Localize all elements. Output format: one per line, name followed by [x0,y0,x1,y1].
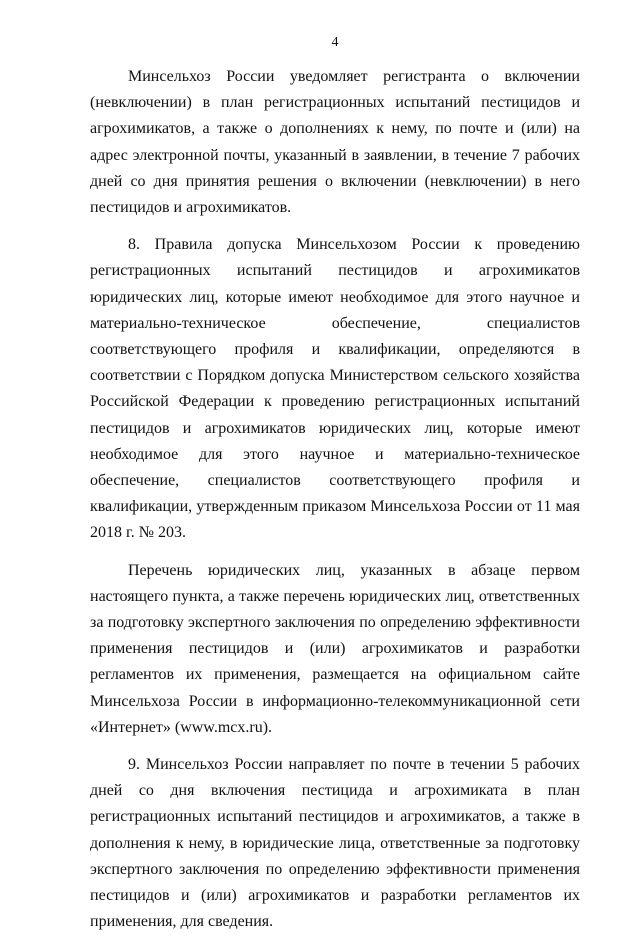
paragraph-list-of-entities: Перечень юридических лиц, указанных в абзаце первом настоящего пункта, а также перечень юридических лиц, ответственных за подготовку экспертного заключения по определению эффективности применения пестицидов и (или) агрохимикатов и разработки регламентов их применения, размещается на официальном сайте Минсельхоза России в информационно-телекоммуникационной сети «Интернет» (www.mcx.ru). [90,561,580,736]
paragraph-item-9: 9. Минсельхоз России направляет по почте в течении 5 рабочих дней со дня включения пестицида и агрохимиката в план регистрационных испытаний пестицидов и агрохимикатов, а также в дополнения к нему, в юридические лица, ответственные за подготовку экспертного заключения по определению эффективности применения пестицидов и (или) агрохимикатов и разработки регламентов их применения, для сведения. [90,756,580,931]
document-page [90,34,580,947]
paragraph-item-8: 8. Правила допуска Минсельхозом России к проведению регистрационных испытаний пестицидов и агрохимикатов юридических лиц, которые имеют необходимое для этого научное и материально-техническое обеспечение, специалистов соответствующего профиля и квалификации, определяются в соответствии с Порядком допуска Министерством сельского хозяйства Российской Федерации к проведению регистрационных испытаний пестицидов и агрохимикатов юридических лиц, которые имеют необходимое для этого научное и материально-техническое обеспечение, специалистов соответствующего профиля и квалификации, утвержденным приказом Минсельхоза России от 11 мая 2018 г. № 203. [90,236,580,542]
paragraph-notification: Минсельхоз России уведомляет регистранта о включении (невключении) в план регистрационных испытаний пестицидов и агрохимикатов, а также о дополнениях к нему, по почте и (или) на адрес электронной почты, указанный в заявлении, в течение 7 рабочих дней со дня принятия решения о включении (невключении) в него пестицидов и агрохимикатов. [90,68,580,217]
page-number: 4 [331,35,339,50]
